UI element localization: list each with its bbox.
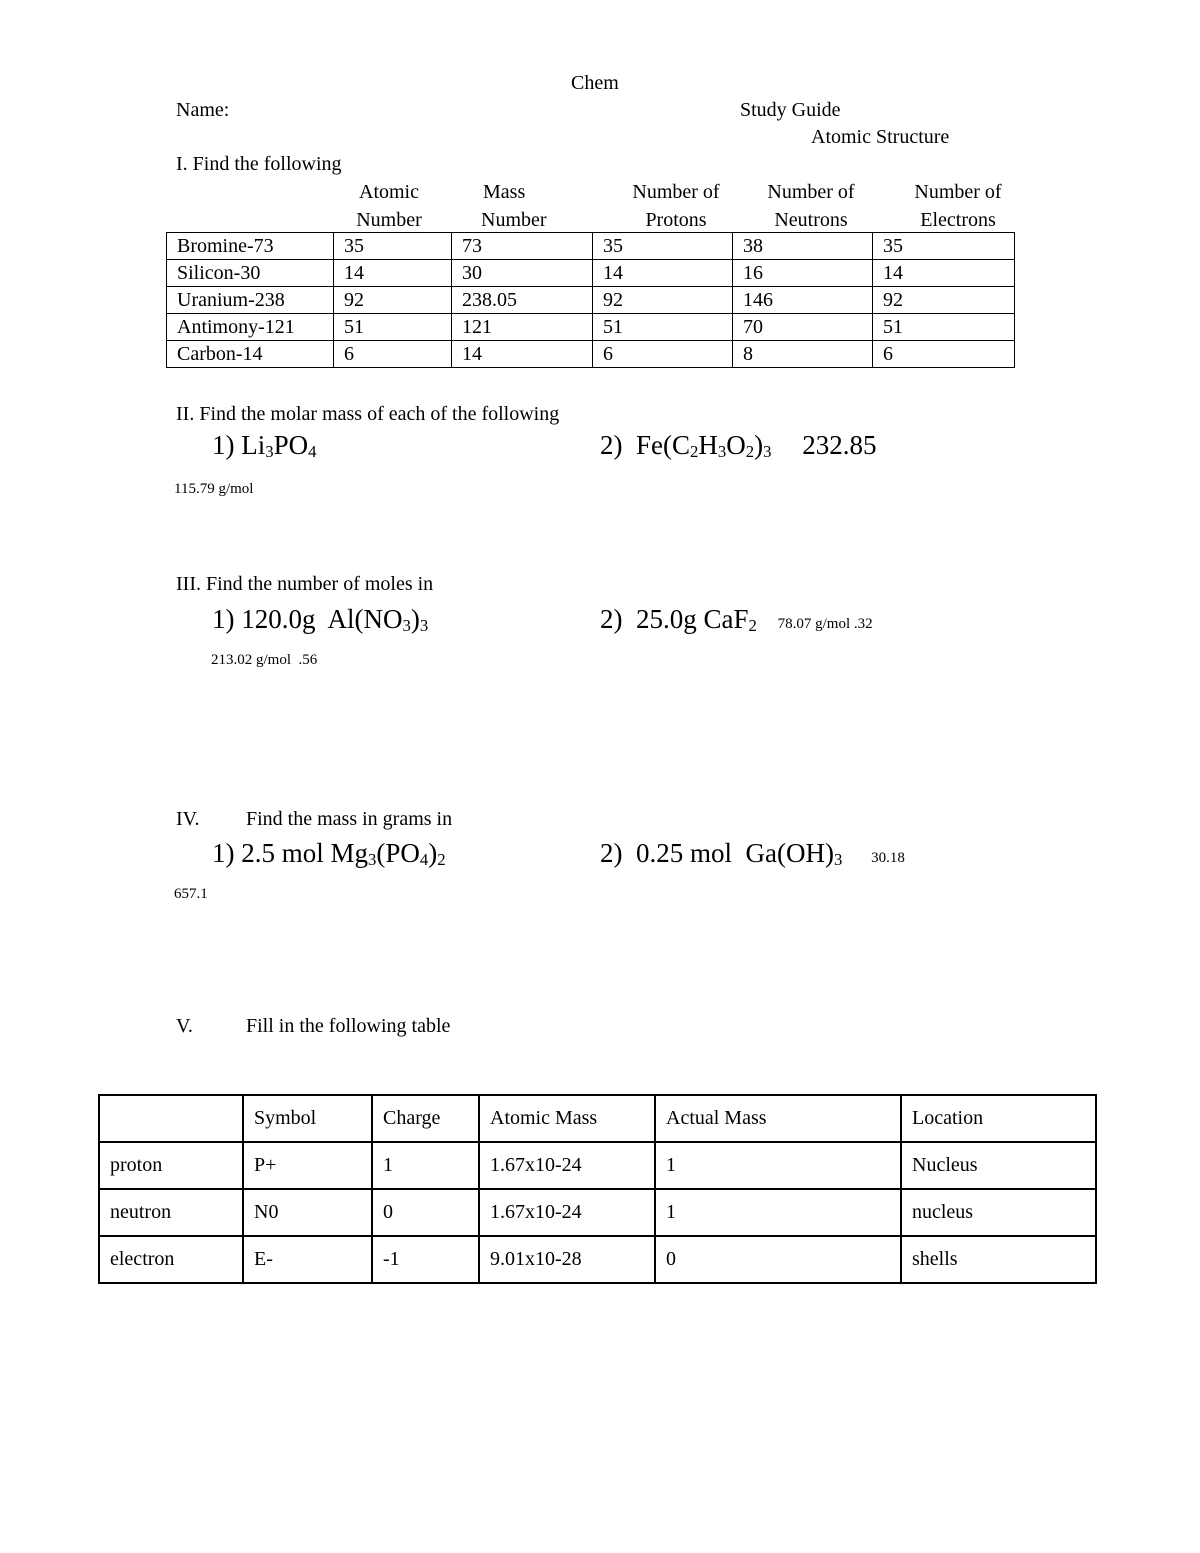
table-header-row	[99, 1095, 1096, 1142]
table-cell: -1	[372, 1236, 479, 1283]
section-5-title: Fill in the following table	[246, 1015, 451, 1037]
table-cell: shells	[901, 1236, 1096, 1283]
column-header: Actual Mass	[655, 1095, 901, 1142]
section-4-title: Find the mass in grams in	[246, 808, 453, 830]
table-cell: P+	[243, 1142, 372, 1189]
table-row	[99, 1236, 1096, 1283]
table-row	[167, 233, 1015, 260]
table-cell: 73	[452, 233, 593, 260]
question-2-2: 2) $Fe(C_2H_3O_2)_3$ 232.85	[600, 430, 877, 461]
column-header-neutrons: Number of Neutrons	[767, 181, 855, 231]
answer-2-1: 115.79 g/mol	[174, 481, 254, 497]
answer-3-2: 78.07 g/mol .32	[777, 616, 873, 632]
particle-name: electron	[99, 1236, 243, 1283]
table-cell: 1	[655, 1142, 901, 1189]
table-cell: 14	[452, 341, 593, 368]
column-header-protons: Number of Protons	[632, 181, 720, 231]
table-cell: 238.05	[452, 287, 593, 314]
column-header-atomic-number: Atomic Number	[356, 181, 422, 231]
column-header-mass-number: Mass Number	[481, 181, 547, 231]
table-cell: 35	[334, 233, 452, 260]
table-cell: 92	[593, 287, 733, 314]
table-row	[99, 1142, 1096, 1189]
isotope-table	[166, 232, 1015, 368]
table-cell: 14	[593, 260, 733, 287]
table-cell: 1.67x10-24	[479, 1189, 655, 1236]
table-cell: 6	[873, 341, 1015, 368]
column-header: Location	[901, 1095, 1096, 1142]
table-cell: nucleus	[901, 1189, 1096, 1236]
table-cell: 51	[334, 314, 452, 341]
question-3-2: 2) 25.0g CaF$_2$ 78.07 g/mol .32	[600, 604, 873, 635]
isotope-name: Bromine-73	[167, 233, 334, 260]
table-cell: E-	[243, 1236, 372, 1283]
table-cell: N0	[243, 1189, 372, 1236]
table-cell: 38	[733, 233, 873, 260]
name-label: Name:	[176, 99, 230, 121]
table-cell: 51	[593, 314, 733, 341]
answer-2-2: 232.85	[802, 430, 877, 460]
table-cell: Nucleus	[901, 1142, 1096, 1189]
column-header: Charge	[372, 1095, 479, 1142]
table-cell: 92	[873, 287, 1015, 314]
subatomic-particles-table	[98, 1094, 1097, 1284]
table-cell: 92	[334, 287, 452, 314]
column-header: Symbol	[243, 1095, 372, 1142]
table-row	[167, 287, 1015, 314]
section-1-title: I. Find the following	[176, 153, 342, 175]
table-cell: 0	[655, 1236, 901, 1283]
table-cell: 14	[873, 260, 1015, 287]
table-cell: 51	[873, 314, 1015, 341]
section-5-numeral: V.	[176, 1015, 193, 1037]
question-3-1: 1) 120.0g $Al(NO_3)_3$	[212, 604, 429, 635]
column-header-electrons: Number of Electrons	[914, 181, 1002, 231]
table-row	[99, 1189, 1096, 1236]
answer-4-1: 657.1	[174, 886, 208, 902]
isotope-name: Antimony-121	[167, 314, 334, 341]
table-cell: 1.67x10-24	[479, 1142, 655, 1189]
table-cell: 14	[334, 260, 452, 287]
table-cell: 146	[733, 287, 873, 314]
course-title: Chem	[571, 72, 619, 94]
table-row	[167, 260, 1015, 287]
table-cell: 1	[372, 1142, 479, 1189]
question-4-1: 1) 2.5 mol $Mg_3(PO_4)_2$	[212, 838, 446, 869]
table-cell: 1	[655, 1189, 901, 1236]
column-header: Atomic Mass	[479, 1095, 655, 1142]
document-title: Study Guide	[740, 99, 841, 121]
table-row	[167, 314, 1015, 341]
isotope-name: Carbon-14	[167, 341, 334, 368]
table-cell: 6	[593, 341, 733, 368]
particle-name: neutron	[99, 1189, 243, 1236]
table-cell: 121	[452, 314, 593, 341]
section-4-numeral: IV.	[176, 808, 200, 830]
table-cell: 8	[733, 341, 873, 368]
document-subtitle: Atomic Structure	[811, 126, 950, 148]
table-cell: 0	[372, 1189, 479, 1236]
particle-name: proton	[99, 1142, 243, 1189]
section-2-title: II. Find the molar mass of each of the following	[176, 403, 560, 425]
table-cell: 6	[334, 341, 452, 368]
answer-4-2: 30.18	[871, 850, 905, 866]
section-3-title: III. Find the number of moles in	[176, 573, 434, 595]
question-2-1: 1) $Li_3PO_4$	[212, 430, 317, 461]
table-cell: 35	[593, 233, 733, 260]
table-row	[167, 341, 1015, 368]
table-cell: 35	[873, 233, 1015, 260]
column-header	[99, 1095, 243, 1142]
table-cell: 16	[733, 260, 873, 287]
table-cell: 70	[733, 314, 873, 341]
table-cell: 9.01x10-28	[479, 1236, 655, 1283]
isotope-name: Uranium-238	[167, 287, 334, 314]
question-4-2: 2) 0.25 mol $Ga(OH)_3$ 30.18	[600, 838, 905, 869]
table-cell: 30	[452, 260, 593, 287]
answer-3-1: 213.02 g/mol .56	[211, 652, 318, 668]
isotope-name: Silicon-30	[167, 260, 334, 287]
